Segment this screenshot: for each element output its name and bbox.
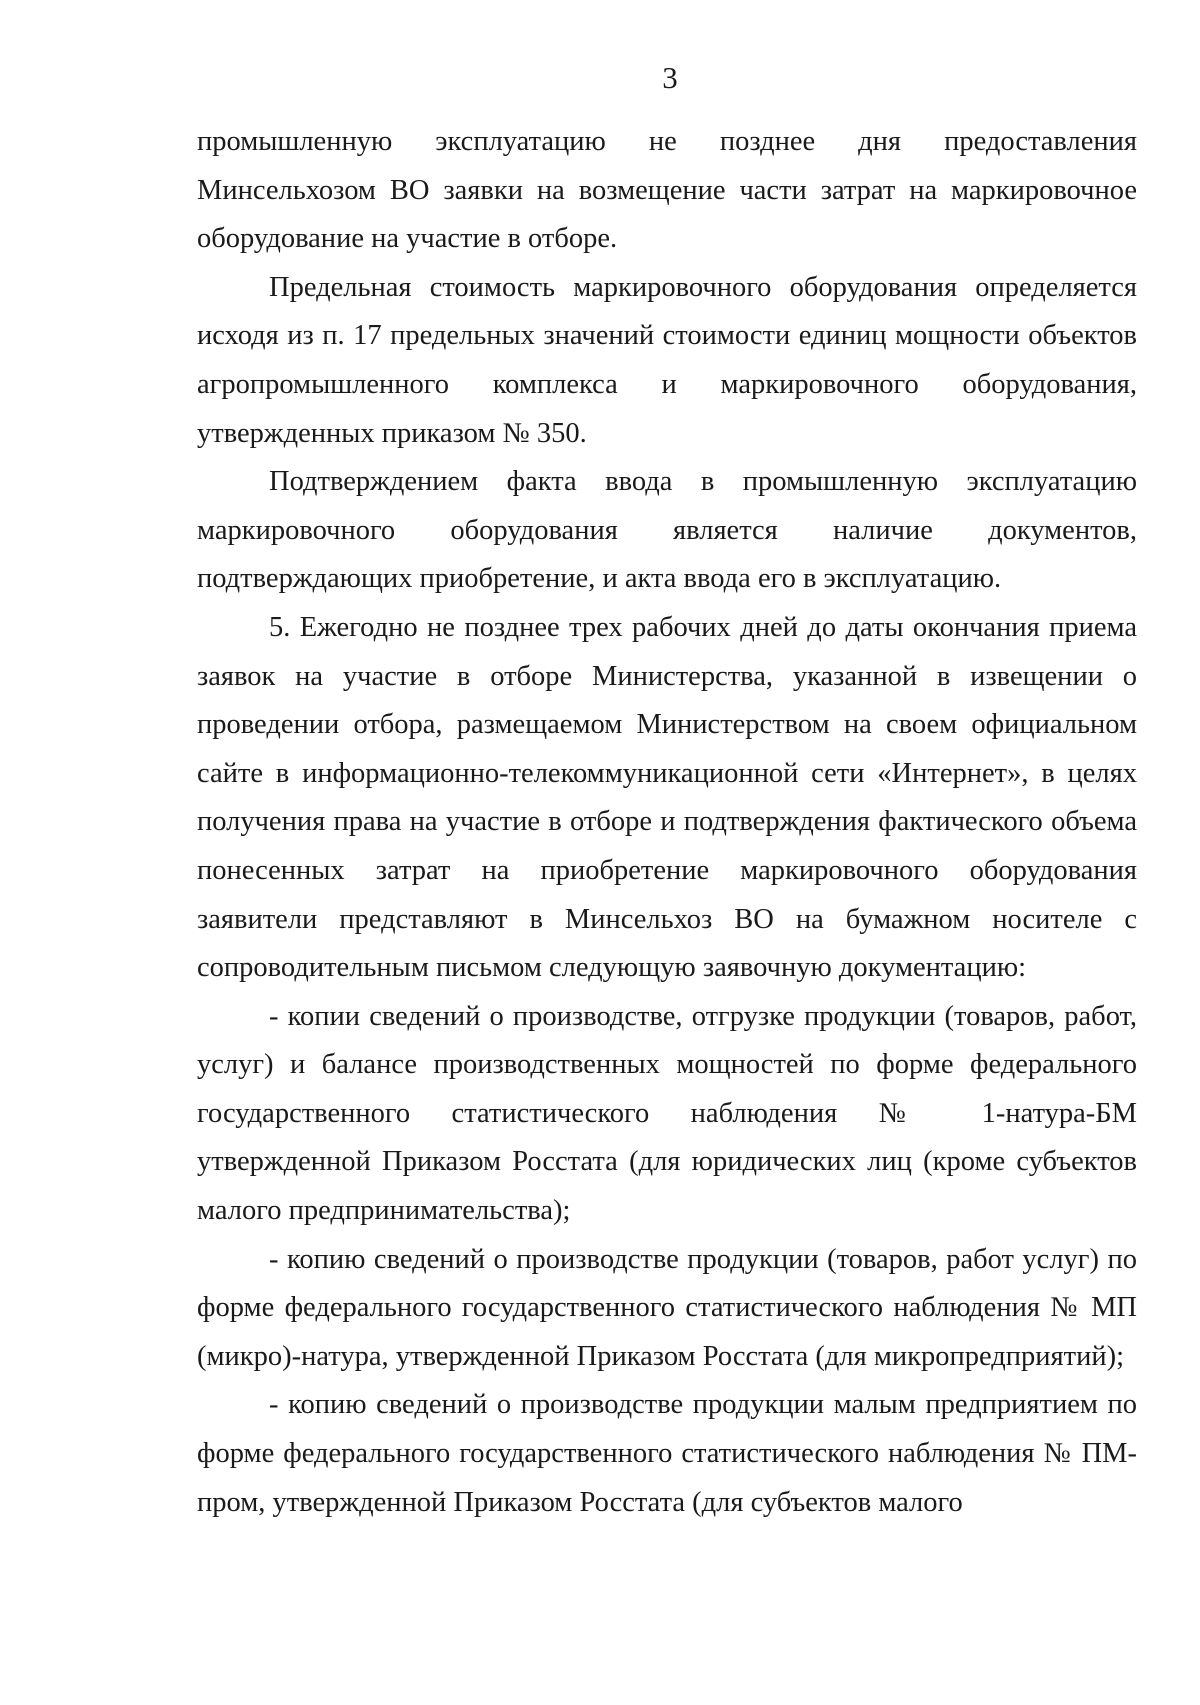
paragraph-item-5-application-docs: 5. Ежегодно не позднее трех рабочих дней до даты окончания приема заявок на участие в отборе Министерства, указанной в извещении о проведении отбора, размещаемом Министерством на своем официальном сайте в информационно-телекоммуникационной сети «Интернет», в целях получения права на участие в отборе и подтверждения фактического объема понесенных затрат на приобретение маркировочного оборудования заявители представляют в Минсельхоз ВО на бумажном носителе с сопроводительным письмом следующую заявочную документацию: — [197, 611, 1137, 984]
paragraph-continuation: промышленную эксплуатацию не позднее дня предоставления Минсельхозом ВО заявки на возмещение части затрат на маркировочное оборудование на участие в отборе. — [197, 126, 1137, 255]
paragraph-commissioning-confirmation: Подтверждением факта ввода в промышленную эксплуатацию маркировочного оборудования является наличие документов, подтверждающих приобретение, и акта ввода его в эксплуатацию. — [197, 466, 1137, 595]
list-item-mp-micro-natura: - копию сведений о производстве продукции (товаров, работ услуг) по форме федерального государственного статистического наблюдения № МП (микро)-натура, утвержденной Приказом Росстата (для микропредприятий); — [197, 1243, 1137, 1372]
page-number: 3 — [662, 60, 678, 95]
document-body — [197, 118, 1137, 1527]
paragraph-marking-equipment-cost: Предельная стоимость маркировочного оборудования определяется исходя из п. 17 предельных значений стоимости единиц мощности объектов агропромышленного комплекса и маркировочного оборудования, утвержденных приказом № 350. — [197, 271, 1137, 449]
list-item-1-natura-bm: - копии сведений о производстве, отгрузке продукции (товаров, работ, услуг) и балансе производственных мощностей по форме федерального государственного статистического наблюдения № 1-натура-БМ утвержденной Приказом Росстата (для юридических лиц (кроме субъектов малого предпринимательства); — [197, 1000, 1137, 1227]
list-item-pm-prom: - копию сведений о производстве продукции малым предприятием по форме федерального государственного статистического наблюдения № ПМ-пром, утвержденной Приказом Росстата (для субъектов малого — [197, 1389, 1137, 1518]
